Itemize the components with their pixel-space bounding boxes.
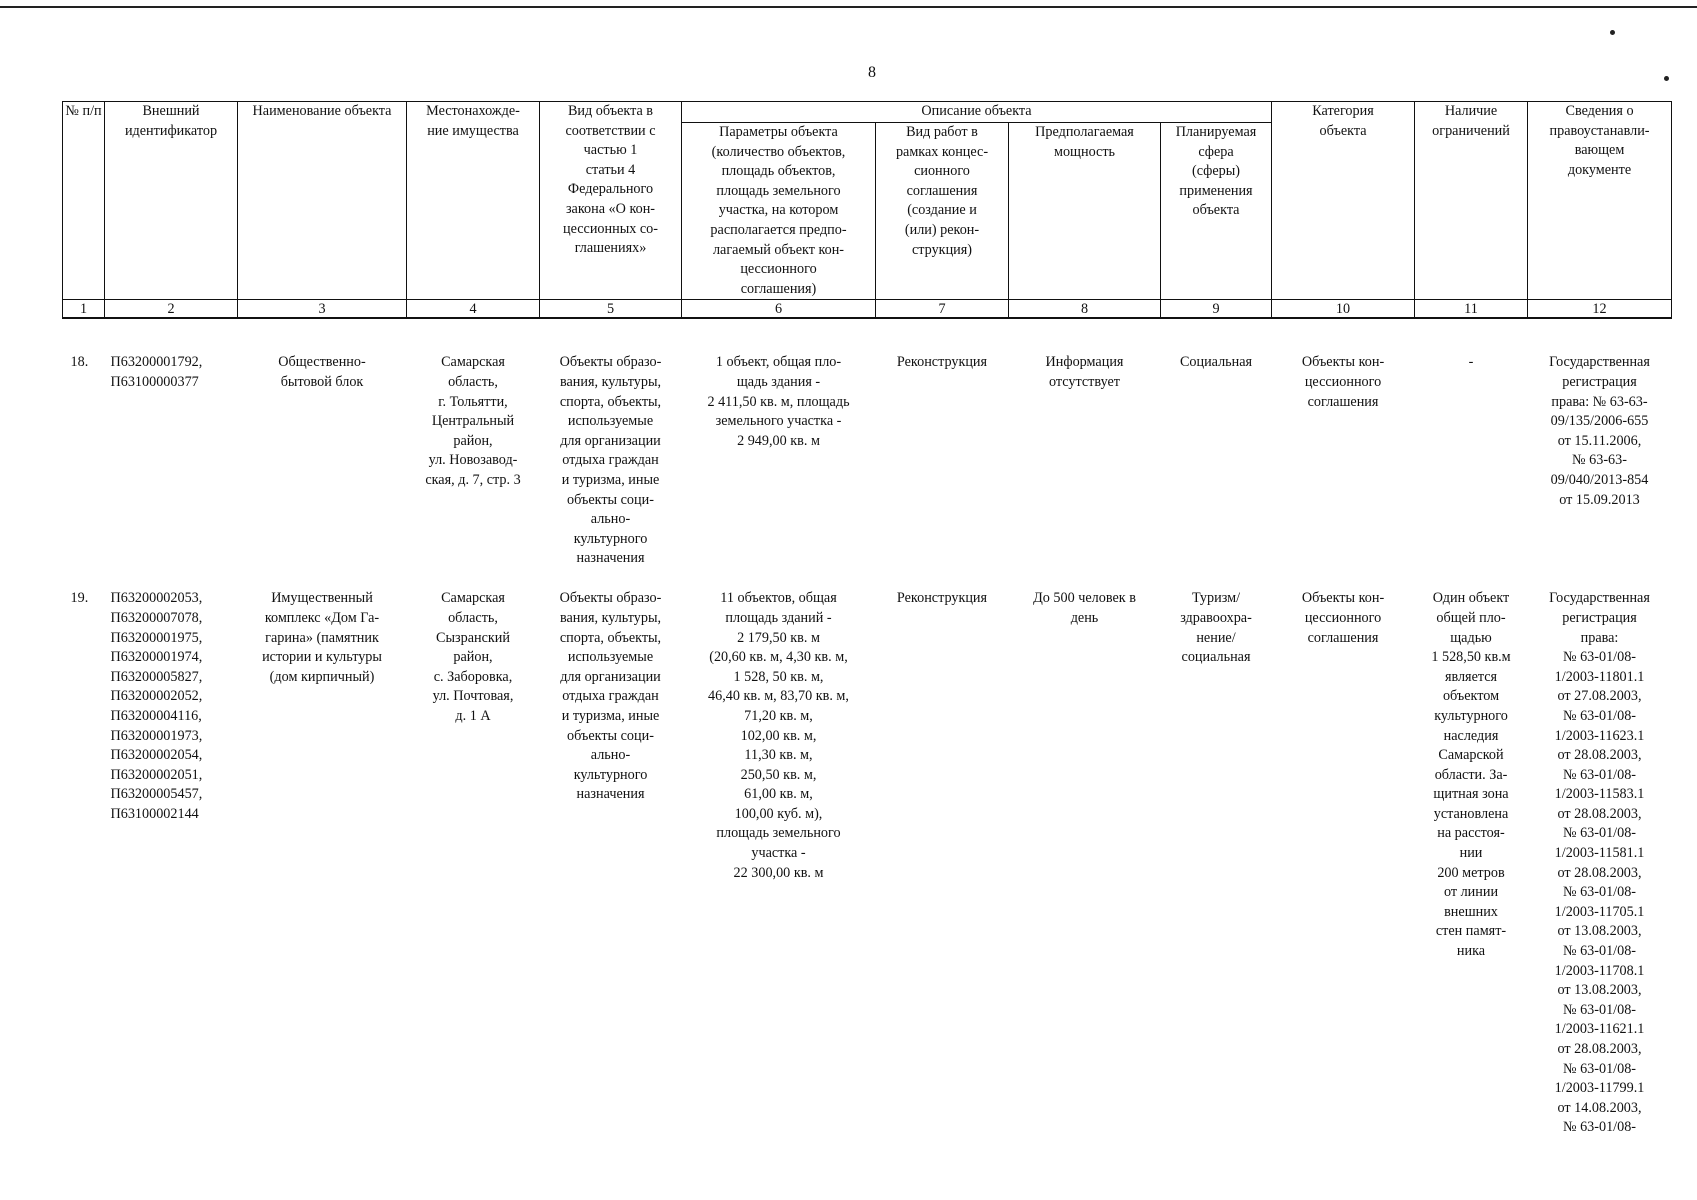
page-number: 8 bbox=[868, 64, 876, 81]
header-row bbox=[63, 102, 1672, 123]
column-number: 12 bbox=[1528, 300, 1672, 319]
header-parameters: Параметры объекта (количество объектов, площадь объектов, площадь земельного участка, на котором располагается предпо- лагаемый объект кон- цессионного соглашения) bbox=[682, 123, 876, 300]
object-parameters: 11 объектов, общая площадь зданий - 2 179,50 кв. м (20,60 кв. м, 4,30 кв. м, 1 528, 50 кв. м, 46,40 кв. м, 83,70 кв. м, 71,20 кв. м, 102,00 кв. м, 11,30 кв. м, 250,50 кв. м, 61,00 кв. м, 100,00 куб. м), площадь земельного участка - 22 300,00 кв. м bbox=[708, 590, 849, 881]
object-category: Объекты кон- цессионного соглашения bbox=[1301, 354, 1385, 410]
row-number: 18. bbox=[70, 354, 89, 371]
header-sphere: Планируемая сфера (сферы) применения объекта bbox=[1161, 123, 1272, 300]
header-document: Сведения о правоустанавли- вающем документе bbox=[1528, 102, 1672, 300]
application-sphere: Социальная bbox=[1179, 354, 1253, 371]
title-document: Государственная регистрация права: № 63-01/08- 1/2003-11801.1 от 27.08.2003, № 63-01/08- 1/2003-11623.1 от 28.08.2003, № 63-01/08- 1/2003-11583.1 от 28.08.2003, № 63-01/08- 1/2003-11581.1 от 28.08.2003, № 63-01/08- 1/2003-11705.1 от 13.08.2003, № 63-01/08- 1/2003-11708.1 от 13.08.2003, № 63-01/08- 1/2003-11621.1 от 28.08.2003, № 63-01/08- 1/2003-11799.1 от 14.08.2003, № 63-01/08- bbox=[1549, 590, 1650, 1136]
row-number: 19. bbox=[70, 590, 89, 607]
title-document: Государственная регистрация права: № 63-63- 09/135/2006-655 от 15.11.2006, № 63-63- 09/040/2013-854 от 15.09.2013 bbox=[1549, 354, 1650, 508]
column-number: 1 bbox=[63, 300, 105, 319]
top-border-line bbox=[0, 6, 1697, 8]
object-type: Объекты образо- вания, культуры, спорта, объекты, используемые для организации отдыха граждан и туризма, иные объекты соци- ально- культурного назначения bbox=[559, 590, 662, 803]
header-object-description: Описание объекта bbox=[682, 102, 1272, 123]
restrictions: - bbox=[1468, 354, 1474, 371]
header-number: № п/п bbox=[63, 102, 105, 300]
column-number: 9 bbox=[1161, 300, 1272, 319]
column-number: 7 bbox=[876, 300, 1009, 319]
object-location: Самарская область, г. Тольятти, Центральный район, ул. Новозавод- ская, д. 7, стр. 3 bbox=[425, 354, 521, 488]
column-number: 5 bbox=[540, 300, 682, 319]
external-ids: П63200002053, П63200007078, П63200001975, П63200001974, П63200005827, П63200002052, П63200004116, П63200001973, П63200002054, П63200002051, П63200005457, П63100002144 bbox=[110, 590, 203, 822]
table-row bbox=[63, 318, 1672, 585]
column-number-row bbox=[63, 300, 1672, 319]
application-sphere: Туризм/ здравоохра- нение/ социальная bbox=[1180, 590, 1252, 666]
concession-objects-table-wrapper bbox=[62, 101, 1672, 1138]
header-work-type: Вид работ в рамках концес- сионного соглашения (создание и (или) рекон- струкция) bbox=[876, 123, 1009, 300]
external-ids: П63200001792, П63100000377 bbox=[110, 354, 203, 390]
restrictions: Один объект общей пло- щадью 1 528,50 кв.м является объектом культурного наследия Самарской области. За- щитная зона установлена на расстоя- нии 200 метров от линии внешних стен памят- ника bbox=[1431, 590, 1511, 960]
object-parameters: 1 объект, общая пло- щадь здания - 2 411,50 кв. м, площадь земельного участка - 2 949,00 кв. м bbox=[707, 354, 850, 449]
header-restrictions: Наличие ограничений bbox=[1415, 102, 1528, 300]
object-name: Общественно- бытовой блок bbox=[278, 354, 366, 390]
column-number: 8 bbox=[1009, 300, 1161, 319]
object-category: Объекты кон- цессионного соглашения bbox=[1301, 590, 1385, 646]
work-type: Реконструкция bbox=[896, 354, 988, 371]
header-capacity: Предполагаемая мощность bbox=[1009, 123, 1161, 300]
column-number: 11 bbox=[1415, 300, 1528, 319]
header-object-type: Вид объекта в соответствии с частью 1 статьи 4 Федерального закона «О кон- цессионных со- глашениях» bbox=[540, 102, 682, 300]
column-number: 6 bbox=[682, 300, 876, 319]
work-type: Реконструкция bbox=[896, 590, 988, 607]
object-type: Объекты образо- вания, культуры, спорта, объекты, используемые для организации отдыха граждан и туризма, иные объекты соци- ально- культурного назначения bbox=[559, 354, 662, 567]
header-category: Категория объекта bbox=[1272, 102, 1415, 300]
capacity: Информация отсутствует bbox=[1045, 354, 1124, 390]
scan-speck bbox=[1610, 30, 1615, 35]
header-object-name: Наименование объекта bbox=[238, 102, 407, 300]
column-number: 3 bbox=[238, 300, 407, 319]
scan-speck bbox=[1664, 76, 1669, 81]
table-row bbox=[63, 585, 1672, 1138]
column-number: 10 bbox=[1272, 300, 1415, 319]
column-number: 4 bbox=[407, 300, 540, 319]
column-number: 2 bbox=[105, 300, 238, 319]
capacity: До 500 человек в день bbox=[1033, 590, 1136, 626]
header-location: Местонахожде- ние имущества bbox=[407, 102, 540, 300]
object-location: Самарская область, Сызранский район, с. Заборовка, ул. Почтовая, д. 1 А bbox=[432, 590, 514, 724]
object-name: Имущественный комплекс «Дом Га- гарина» (памятник истории и культуры (дом кирпичный) bbox=[262, 590, 382, 685]
header-external-id: Внешний идентификатор bbox=[105, 102, 238, 300]
concession-objects-table bbox=[62, 101, 1672, 1138]
